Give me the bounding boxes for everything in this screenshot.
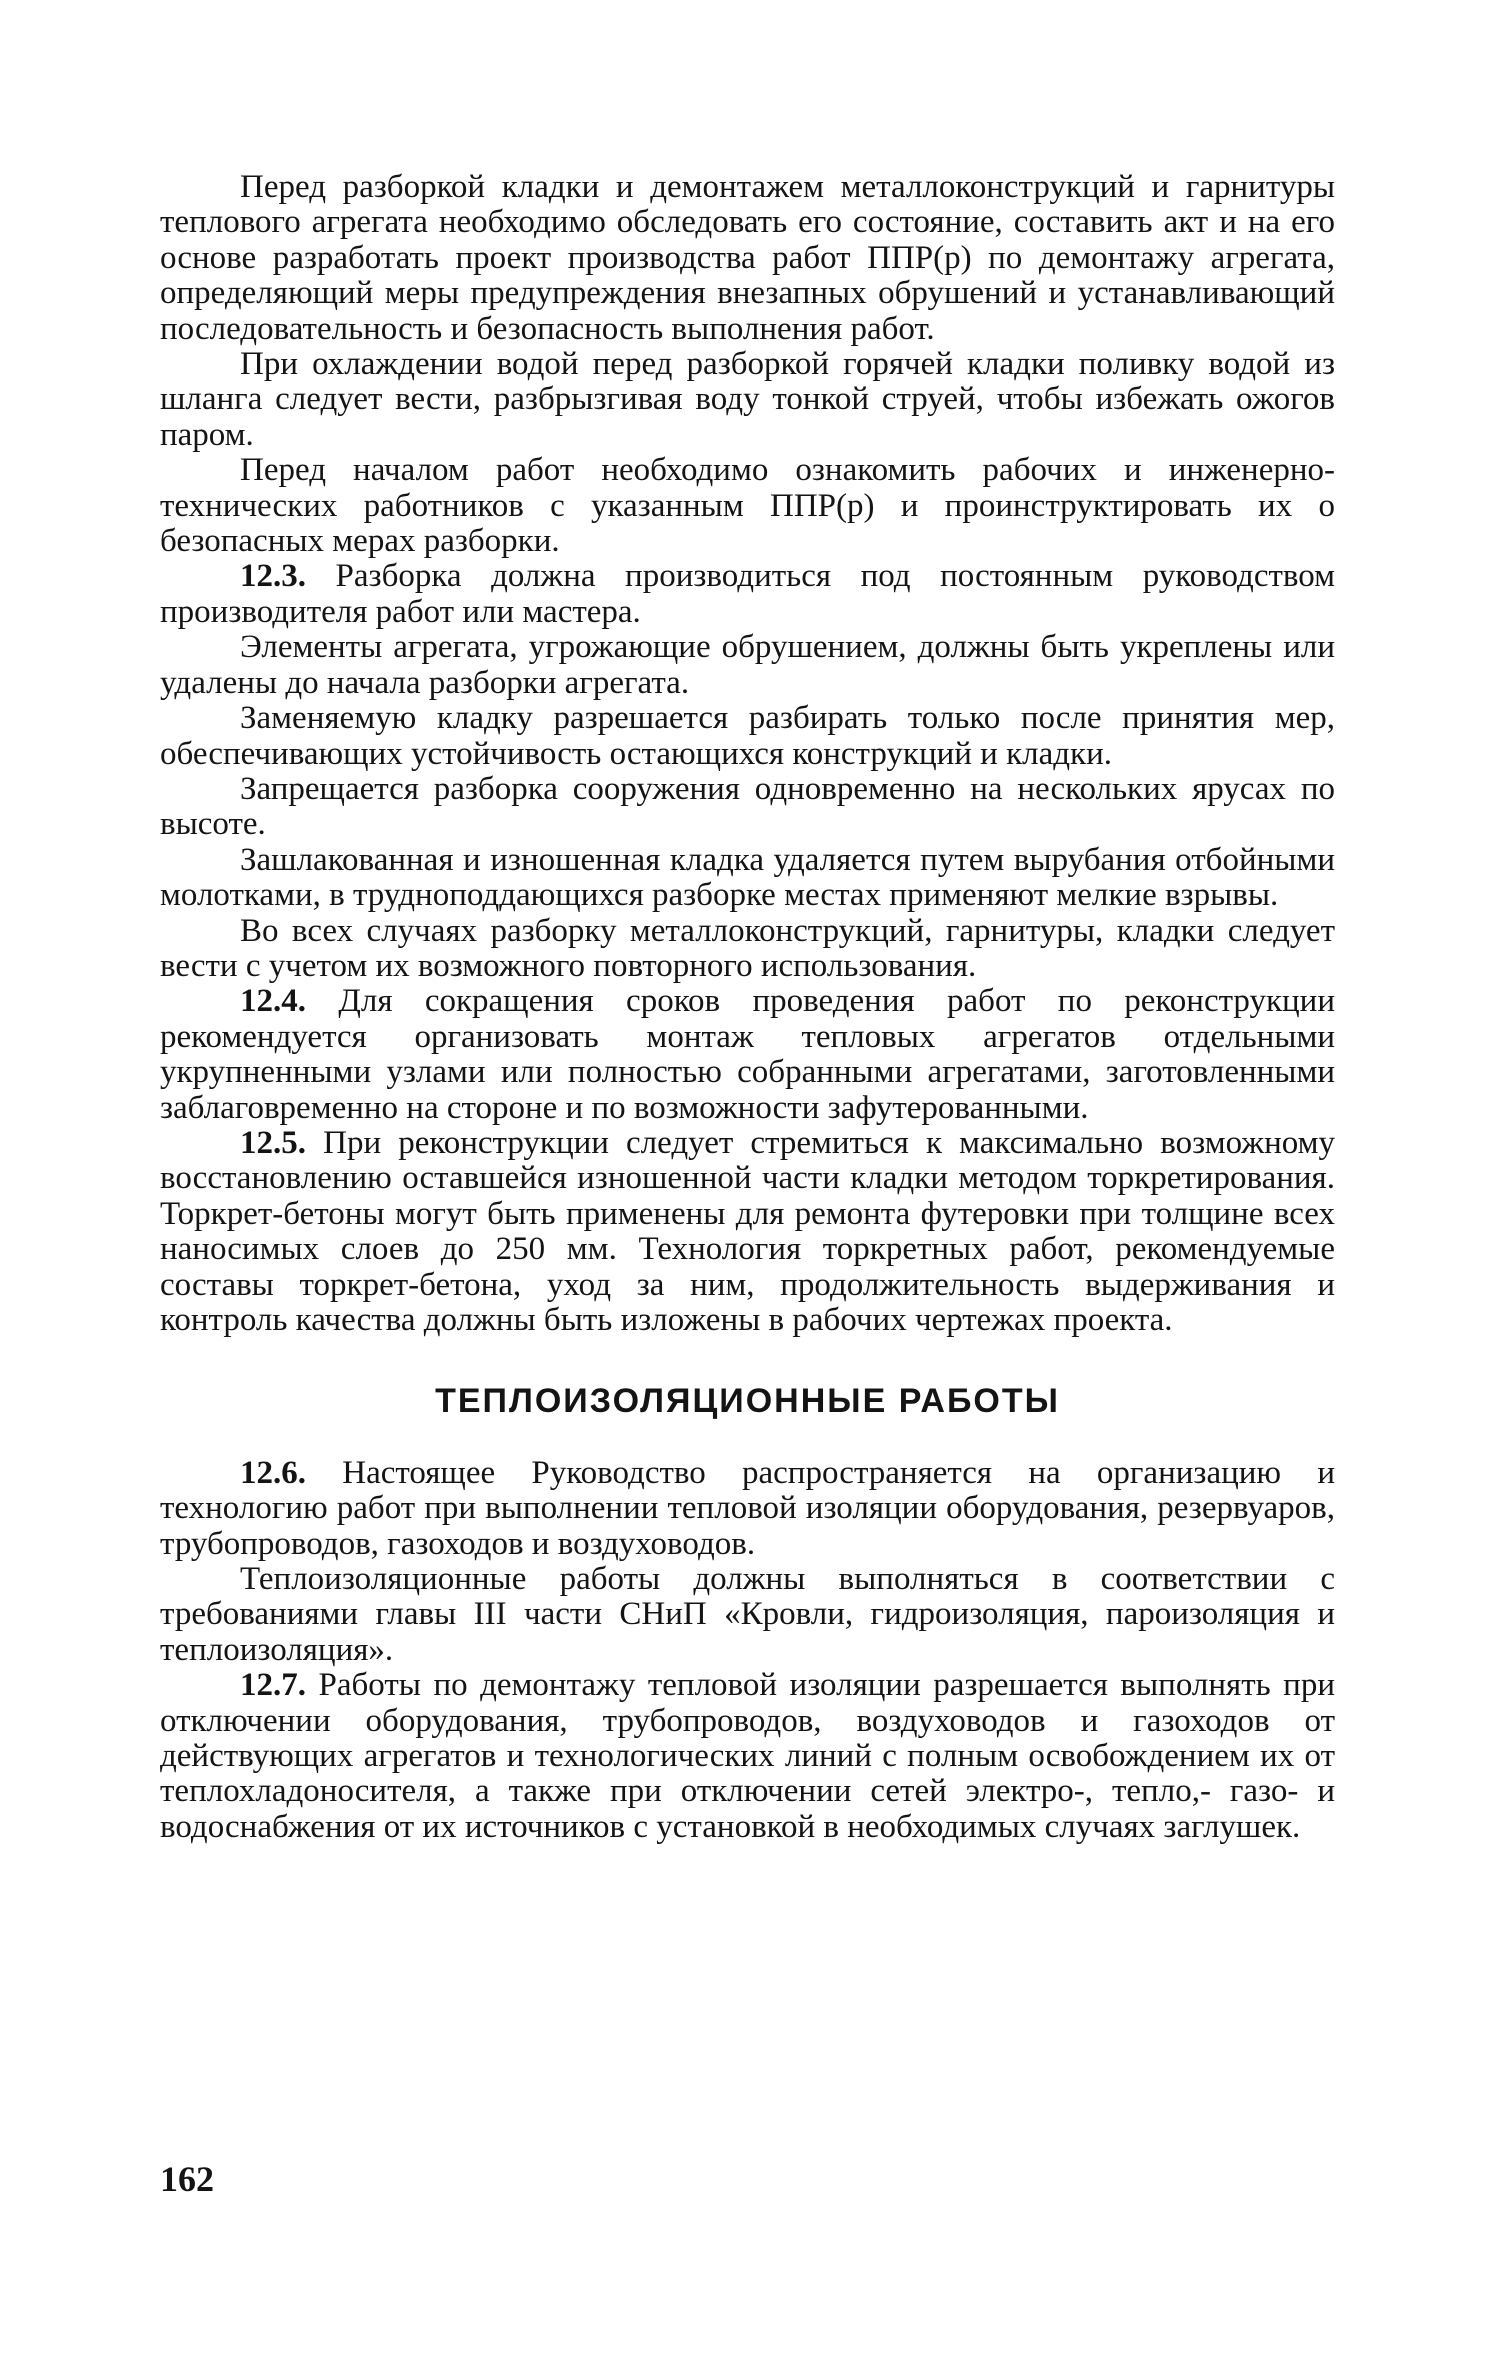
paragraph-text: При охлаждении водой перед разборкой горячей кладки поливку водой из шланга следует вести, разбрызгивая воду тонкой струей, чтобы избежать ожогов паром. <box>160 346 1335 453</box>
paragraph <box>160 772 1335 843</box>
paragraph-text: Разборка должна производиться под постоянным руководством производителя работ или мастера. <box>160 558 1335 630</box>
page-number: 162 <box>160 2159 214 2199</box>
paragraph <box>160 1126 1335 1338</box>
paragraph <box>160 701 1335 772</box>
paragraph-text: Работы по демонтажу тепловой изоляции разрешается выполнять при отключении оборудования, трубопроводов, воздуховодов и газоходов от действующих агрегатов и технологических линий с полным освобождением их от теплохладоносителя, а также при отключении сетей электро-, тепло,- газо- и водоснабжения от их источников с установкой в необходимых случаях заглушек. <box>160 1667 1335 1845</box>
paragraph-text: Перед началом работ необходимо ознакомить рабочих и инженерно-технических работников с указанным ППР(р) и проинструктировать их о безопасных мерах разборки. <box>160 452 1335 560</box>
paragraph <box>160 1456 1335 1562</box>
paragraph <box>160 1668 1335 1845</box>
paragraph <box>160 984 1335 1126</box>
clause-number: 12.4. <box>240 983 306 1020</box>
paragraph-text: Запрещается разборка сооружения одновременно на нескольких ярусах по высоте. <box>160 770 1335 843</box>
paragraph-text: Заменяемую кладку разрешается разбирать только после принятия мер, обеспечивающих устойчивость остающихся конструкций и кладки. <box>160 700 1335 772</box>
paragraph-text: Настоящее Руководство распространяется на организацию и технологию работ при выполнении тепловой изоляции оборудования, резервуаров, трубопроводов, газоходов и воздуховодов. <box>160 1454 1335 1562</box>
bottom-paragraphs <box>160 1456 1335 1845</box>
clause-number: 12.3. <box>240 558 306 595</box>
page-body <box>160 170 1335 1845</box>
paragraph-text: Во всех случаях разборку металлоконструкций, гарнитуры, кладки следует вести с учетом их возможного повторного использования. <box>160 912 1335 984</box>
paragraph <box>160 170 1335 347</box>
clause-number: 12.6. <box>240 1454 306 1491</box>
paragraph-text: При реконструкции следует стремиться к максимально возможному восстановлению оставшейся изношенной части кладки методом торкретирования. Торкрет-бетоны могут быть применены для ремонта футеровки при толщине всех наносимых слоев до 250 мм. Технология торкретных работ, рекомендуемые составы торкрет-бетона, уход за ним, продолжительность выдерживания и контроль качества должны быть изложены в рабочих чертежах проекта. <box>160 1124 1335 1338</box>
paragraph-text: Зашлакованная и изношенная кладка удаляется путем вырубания отбойными молотками, в трудноподдающихся разборке местах применяют мелкие взрывы. <box>160 841 1335 914</box>
paragraph-text: Для сокращения сроков проведения работ по реконструкции рекомендуется организовать монтаж тепловых агрегатов отдельными укрупненными узлами или полностью собранными агрегатами, заготовленными заблаговременно на стороне и по возможности зафутерованными. <box>160 983 1335 1126</box>
section-heading: ТЕПЛОИЗОЛЯЦИОННЫЕ РАБОТЫ <box>435 1382 1060 1421</box>
paragraph <box>160 347 1335 453</box>
paragraph-text: Элементы агрегата, угрожающие обрушением, должны быть укреплены или удалены до начала разборки агрегата. <box>160 629 1335 701</box>
paragraph-text: Перед разборкой кладки и демонтажем металлоконструкций и гарнитуры теплового агрегата необходимо обследовать его состояние, составить акт и на его основе разработать проект производства работ ППР(р) по демонтажу агрегата, определяющий меры предупреждения внезапных обрушений и устанавливающий последовательность и безопасность выполнения работ. <box>160 169 1335 347</box>
top-paragraphs <box>160 170 1335 1338</box>
paragraph <box>160 453 1335 559</box>
paragraph <box>160 630 1335 701</box>
paragraph-text: Теплоизоляционные работы должны выполняться в соответствии с требованиями главы III части СНиП «Кровли, гидроизоляция, пароизоляция и теплоизоляция». <box>160 1561 1335 1668</box>
paragraph <box>160 1562 1335 1668</box>
paragraph <box>160 559 1335 630</box>
clause-number: 12.7. <box>240 1667 306 1704</box>
paragraph <box>160 843 1335 914</box>
paragraph <box>160 914 1335 985</box>
clause-number: 12.5. <box>240 1124 306 1161</box>
